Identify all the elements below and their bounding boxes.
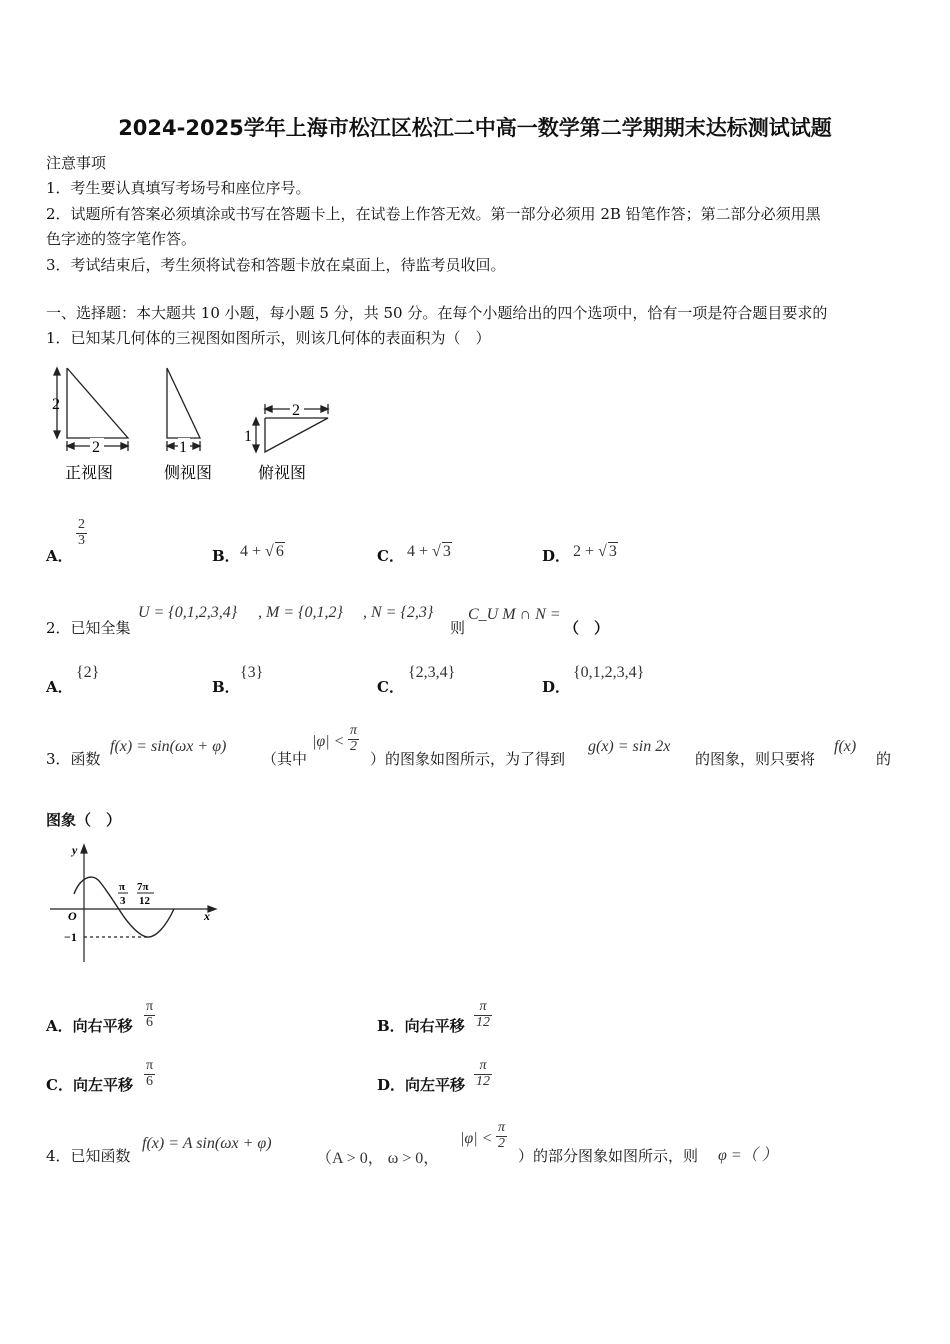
q3-condition-abs: |φ| <: [312, 733, 345, 750]
notice-item-1: 1．考生要认真填写考场号和座位序号。: [46, 179, 311, 197]
q2-set-n: , N = {2,3}: [363, 604, 434, 621]
notice-item-3: 3．考试结束后，考生须将试卷和答题卡放在桌面上，待监考员收回。: [46, 256, 506, 274]
q2-stem-pre: 2．已知全集: [46, 619, 131, 637]
q3-stem-pre: 3．函数: [46, 750, 101, 768]
q3-option-c-label: C．向左平移: [46, 1076, 133, 1094]
q2-option-d-label: D．: [542, 678, 571, 696]
q2-option-a-label: A．: [46, 678, 73, 696]
side-view-label: 侧视图: [164, 465, 213, 482]
q2-option-c-value: {2,3,4}: [408, 664, 456, 681]
origin-label: O: [68, 909, 77, 923]
q3-stem-mid: ）的图象如图所示，为了得到: [370, 750, 566, 768]
top-width-label: 2: [292, 402, 300, 419]
q4-condition-frac: $\frac{\pi}{2}$: [498, 1120, 506, 1151]
q3-option-d-value: $\frac{\pi}{12}$: [476, 1058, 490, 1089]
q4-stem-post: ）的部分图象如图所示，则: [518, 1147, 699, 1165]
svg-text:12: 12: [139, 895, 150, 907]
q2-set-u: U = {0,1,2,3,4}: [138, 604, 238, 621]
q1-option-b-value: 4 + √ 6: [240, 543, 284, 560]
y-axis-label: y: [72, 843, 78, 857]
q1-option-d-label: D．: [542, 547, 571, 565]
svg-text:3: 3: [120, 895, 126, 907]
q1-a-numerator: 2: [78, 517, 85, 532]
q3-g-function: g(x) = sin 2x: [588, 738, 671, 755]
front-height-label: 2: [52, 396, 60, 413]
q1-option-b-label: B．: [212, 547, 240, 565]
q2-answer-paren: （ ）: [564, 619, 610, 637]
notice-item-2a: 2．试题所有答案必须填涂或书写在答题卡上，在试卷上作答无效。第一部分必须用 2B 铅笔作答；第二部分必须用黑: [46, 205, 821, 223]
q2-stem-mid: 则: [450, 619, 466, 637]
q1-stem: 1．已知某几何体的三视图如图所示，则该几何体的表面积为（ ）: [46, 329, 491, 347]
front-width-label: 2: [92, 439, 100, 456]
q4-answer: φ =（ ）: [718, 1147, 778, 1164]
tick-pi-over-3: [118, 881, 128, 907]
q2-set-m: , M = {0,1,2}: [258, 604, 343, 621]
q1-a-denominator: 3: [78, 532, 85, 548]
q1-option-c-label: C．: [377, 547, 404, 565]
q3-stem-line2: 图象（ ）: [46, 811, 122, 829]
q3-option-b-value: $\frac{\pi}{12}$: [476, 999, 490, 1030]
x-axis-label: x: [204, 909, 210, 923]
front-view-label: 正视图: [65, 465, 114, 482]
q2-option-a-value: {2}: [76, 664, 100, 681]
three-view-figure: [40, 360, 340, 490]
svg-text:π: π: [119, 881, 126, 893]
side-width-label: 1: [179, 439, 187, 456]
q2-option-b-value: {3}: [240, 664, 264, 681]
q3-condition-pre: （其中: [262, 750, 308, 768]
q3-stem-end: 的: [876, 750, 892, 768]
q3-function: f(x) = sin(ωx + φ): [110, 738, 227, 755]
q1-option-c-value: 4 + √ 3: [407, 543, 451, 560]
q1-option-d-value: 2 + √ 3: [573, 543, 617, 560]
minus-one-label: −1: [64, 930, 77, 944]
q3-f-symbol: f(x): [834, 738, 857, 755]
svg-text:7π: 7π: [137, 881, 149, 893]
section-heading: 一、选择题：本大题共 10 小题，每小题 5 分，共 50 分。在每个小题给出的四个选项中，恰有一项是符合题目要求的: [46, 304, 828, 322]
q3-sine-graph: [44, 840, 224, 968]
q4-function: f(x) = A sin(ωx + φ): [142, 1135, 272, 1152]
top-height-label: 1: [244, 428, 252, 445]
q3-option-a-value: $\frac{\pi}{6}$: [146, 999, 154, 1030]
notice-item-2b: 色字迹的签字笔作答。: [46, 230, 197, 248]
q1-option-a-value: [74, 518, 89, 548]
top-view-label: 俯视图: [258, 465, 307, 482]
q3-stem-mid2: 的图象，则只要将: [695, 750, 816, 768]
notice-heading: 注意事项: [46, 154, 107, 172]
q3-option-a-label: A．向右平移: [46, 1017, 133, 1035]
q3-condition-frac: $\frac{\pi}{2}$: [350, 723, 358, 754]
q3-option-c-value: $\frac{\pi}{6}$: [146, 1058, 154, 1089]
q2-option-d-value: {0,1,2,3,4}: [573, 664, 645, 681]
q3-option-b-label: B．向右平移: [377, 1017, 465, 1035]
tick-7pi-over-12: [137, 881, 154, 907]
q2-option-b-label: B．: [212, 678, 240, 696]
q2-option-c-label: C．: [377, 678, 404, 696]
q4-condition: （A > 0， ω > 0，: [316, 1150, 440, 1167]
page-title: 2024-2025学年上海市松江区松江二中高一数学第二学期期末达标测试试题: [118, 116, 832, 140]
q1-option-a-label: A．: [46, 547, 73, 565]
q4-condition-abs: |φ| <: [460, 1130, 493, 1147]
q3-option-d-label: D．向左平移: [377, 1076, 466, 1094]
q4-stem-pre: 4．已知函数: [46, 1147, 131, 1165]
q2-expression: C_U M ∩ N =: [468, 606, 561, 623]
